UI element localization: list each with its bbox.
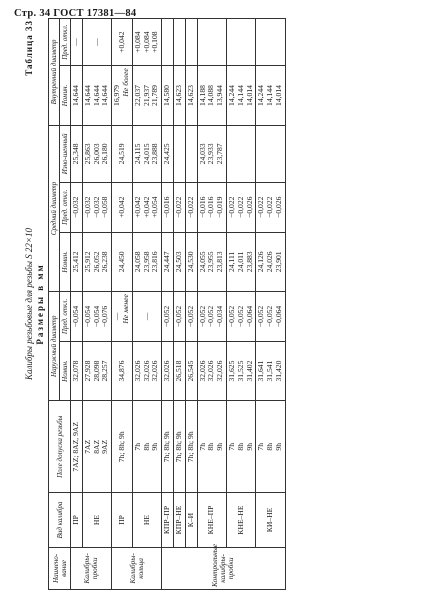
cell-outer-nom-text: 31,641 31,541 31,420 [256,360,283,382]
cell-mean-pred-text: −0,016 −0,016 −0,019 [197,196,225,218]
cell-wear-text: 24,519 [116,143,126,165]
cell-mean-pred-text: −0,016 [162,196,172,218]
cell-type [226,493,255,548]
cell-mean-pred [185,182,197,232]
col-mean: Средний диаметр [49,125,60,291]
col-outer: Наружный диаметр [49,292,60,401]
cell-mean-nom-text: 24,450 [116,251,126,273]
cell-mean-nom [162,232,174,292]
cell-field-text: 7AZ; 8AZ, 9AZ [71,422,80,472]
cell-outer-nom [112,341,133,401]
cell-outer-pred [71,292,83,342]
cell-outer-nom [256,341,285,401]
cell-field-text: 7h; 8h; 9h [173,431,183,463]
cell-inner-pred [185,19,197,66]
cell-mean-nom-text: 24,111 24,011 23,883 [226,251,254,273]
cell-mean-pred [226,182,255,232]
table-row [185,19,197,590]
col-mean-pred: Пред. откл. [60,182,71,232]
cell-type-text: КПР–НЕ [173,505,183,535]
cell-mean-pred-text: −0,022 −0,022 −0,026 [226,196,254,218]
table-title: Калибры резьбовые для резьбы S 22×10 [24,228,34,380]
cell-inner-nom-text: 22,037 21,937 21,789 [132,85,160,106]
col-outer-pred: Пред. откл. [60,292,71,342]
cell-wear [71,125,83,182]
cell-mean-pred [162,182,174,232]
cell-field-text: 7h 8h 9h [226,442,254,451]
cell-mean-nom [185,232,197,292]
cell-field-text: 7h 8h 9h [256,442,283,451]
cell-outer-nom [197,341,226,401]
cell-outer-pred [162,292,174,342]
cell-outer-pred [82,292,111,342]
cell-type [132,493,161,548]
cell-wear [256,125,285,182]
cell-mean-nom-text: 25,412 [71,251,80,273]
cell-type-text: НЕ [91,514,101,526]
table-row [132,19,161,590]
cell-outer-pred-text: −0,054 −0,054 −0,076 [82,305,110,328]
cell-mean-nom-text: 24,530 [185,251,195,273]
cell-outer-nom-text: 32,026 32,026 32,026 [197,360,225,382]
cell-field [71,401,83,493]
cell-outer-nom [162,341,174,401]
cell-outer-pred [132,292,161,342]
cell-type-text: ПР [71,515,80,525]
cell-field-text: 7h; 8h; 9h [116,431,126,463]
col-type: Вид калибра [49,493,71,548]
cell-field [112,401,133,493]
cell-mean-nom [82,232,111,292]
cell-type-text: НЕ [141,514,151,526]
cell-wear-text: 25,863 26,003 26,180 [82,143,110,165]
cell-inner-nom [226,66,255,126]
cell-type [112,493,133,548]
cell-mean-nom-text: 24,447 [162,251,172,273]
cell-inner-nom-text: 14,623 [185,85,195,106]
cell-inner-pred [132,19,161,66]
cell-type [256,493,285,548]
cell-inner-pred [256,19,285,66]
cell-outer-nom-text: 31,625 31,525 31,402 [226,360,254,382]
not-more-note: Не более [120,68,130,97]
cell-field-text: 7h; 8h; 9h [185,431,195,463]
cell-mean-pred-text: −0,032 −0,032 −0,058 [82,196,110,218]
cell-mean-pred [197,182,226,232]
cell-inner-pred [82,19,111,66]
cell-wear [82,125,111,182]
cell-mean-pred-text: +0,042 [116,196,126,218]
cell-outer-nom-text: 32,078 [71,360,80,382]
cell-mean-pred [71,182,83,232]
cell-outer-nom-text: 32,026 [162,360,172,382]
cell-inner-pred [162,19,174,66]
cell-inner-pred [71,19,83,66]
cell-inner-pred-text: — [71,38,80,46]
cell-mean-nom-text: 24,058 23,958 23,816 [132,251,160,273]
cell-field [132,401,161,493]
cell-wear-text: 25,348 [71,143,80,165]
table-row [197,19,226,590]
cell-outer-pred [226,292,255,342]
cell-type [173,493,185,548]
cell-wear [185,125,197,182]
cell-field [185,401,197,493]
cell-outer-nom [226,341,255,401]
cell-wear [162,125,174,182]
cell-outer-nom-text: 32,026 32,026 32,026 [132,360,160,382]
cell-wear [112,125,133,182]
cell-mean-pred [112,182,133,232]
cell-outer-nom-text: 27,928 28,098 28,257 [82,360,110,382]
cell-type-text: ПР [116,515,126,525]
cell-field [162,401,174,493]
group-label: Калибры-кольца [112,547,162,589]
col-outer-nom: Номин. [60,341,71,401]
cell-field-text: 7h; 8h; 9h [162,431,172,463]
table-row [173,19,185,590]
col-inner-pred: Пред. откл. [60,19,71,66]
units-caption: Размеры в мм [35,263,45,345]
cell-mean-pred [132,182,161,232]
cell-inner-nom [185,66,197,126]
cell-inner-pred [226,19,255,66]
table-row [71,19,83,590]
gauge-table [48,18,286,590]
cell-inner-nom-text: 14,244 14,144 14,014 [226,85,254,106]
rotated-page [24,18,408,590]
cell-outer-pred [173,292,185,342]
cell-outer-pred [197,292,226,342]
cell-field [256,401,285,493]
group-label: Калибры-пробки [71,547,112,589]
cell-outer-nom [71,341,83,401]
col-mean-nom: Номин. [60,232,71,292]
cell-outer-nom [132,341,161,401]
cell-mean-nom [197,232,226,292]
cell-type-text: К–И [185,512,195,528]
page-header: Стр. 34 ГОСТ 17381—84 [14,8,137,19]
cell-wear [226,125,255,182]
cell-field [197,401,226,493]
table-row [226,19,255,590]
cell-outer-pred [256,292,285,342]
cell-outer-pred [185,292,197,342]
cell-mean-pred-text: −0,032 [71,196,80,218]
cell-inner-nom-text: 14,644 14,644 14,644 [82,85,110,106]
cell-mean-pred-text: +0,042 +0,042 +0,054 [132,196,160,218]
cell-mean-nom [71,232,83,292]
cell-field [226,401,255,493]
cell-wear [132,125,161,182]
cell-outer-nom [82,341,111,401]
cell-outer-pred-text: −0,052 −0,052 −0,064 [256,305,283,328]
table-body [71,19,286,590]
cell-mean-pred [256,182,285,232]
cell-type [197,493,226,548]
cell-inner-nom-text: 14,580 [162,85,172,106]
table-row [162,19,174,590]
cell-outer-nom [173,341,185,401]
cell-type-text: КИ–НЕ [265,507,275,533]
cell-type-text: КПР–ПР [162,505,172,535]
cell-outer-pred-text: — [141,312,151,321]
cell-inner-nom [162,66,174,126]
not-less-note: Не менее [120,294,130,324]
cell-inner-nom [132,66,161,126]
cell-outer-nom-text: 34,876 [116,360,126,382]
cell-type [162,493,174,548]
cell-inner-pred-text: +0,042 [116,31,126,53]
cell-mean-nom-text: 24,126 24,026 23,901 [256,251,283,273]
table-number: Таблица 33 [24,20,34,76]
cell-inner-nom-text: 14,244 14,144 14,014 [256,85,283,106]
cell-inner-pred-text: +0,084 +0,084 +0,108 [132,31,160,53]
cell-outer-nom-text: 26,545 [185,360,195,382]
cell-mean-pred-text: −0,022 −0,022 −0,026 [256,196,283,218]
cell-inner-pred-text: — [91,38,101,46]
cell-inner-nom [82,66,111,126]
cell-outer-pred [112,292,133,342]
cell-field-text: 7h 8h 9h [197,442,225,451]
cell-wear [173,125,185,182]
cell-field-text: 7h 8h 9h [132,442,160,451]
cell-mean-nom [256,232,285,292]
cell-inner-pred [173,19,185,66]
group-label: Контрольные калибры-пробки [162,547,286,589]
table-row [82,19,111,590]
cell-outer-nom [185,341,197,401]
cell-field [173,401,185,493]
cell-outer-pred-text: −0,054 [71,305,80,328]
cell-outer-pred-text: — [112,312,122,321]
cell-type [71,493,83,548]
cell-type-text: КНЕ–ПР [206,505,216,535]
cell-inner-nom [197,66,226,126]
cell-outer-pred-text: −0,052 [173,305,183,328]
cell-inner-nom [256,66,285,126]
cell-mean-pred-text: −0,022 [173,196,183,218]
cell-inner-nom [173,66,185,126]
cell-outer-nom-text: 26,518 [173,360,183,382]
cell-mean-pred [173,182,185,232]
cell-inner-nom [112,66,133,126]
table-row [112,19,133,590]
cell-wear-text: 24,033 23,933 23,787 [197,143,225,165]
cell-wear [197,125,226,182]
cell-inner-nom [71,66,83,126]
cell-mean-pred-text: −0,022 [185,196,195,218]
table-row [256,19,285,590]
col-field: Поле допуска резьбы [49,401,71,493]
col-wear: Изно-шенный [60,125,71,182]
cell-inner-nom-text: 14,623 [173,85,183,106]
cell-outer-pred-text: −0,052 [185,305,195,328]
cell-mean-nom [173,232,185,292]
cell-field [82,401,111,493]
cell-inner-pred [197,19,226,66]
cell-mean-nom [112,232,133,292]
cell-inner-nom-text: 14,644 [71,85,80,106]
cell-mean-nom-text: 24,055 23,955 23,813 [197,251,225,273]
cell-type-text: КНЕ–НЕ [235,505,245,535]
col-inner: Внутренний диаметр [49,19,60,126]
cell-mean-nom-text: 24,503 [173,251,183,273]
col-name: Наимено-вание [49,547,71,589]
cell-inner-pred [112,19,133,66]
cell-mean-nom [132,232,161,292]
col-inner-nom: Номин. [60,66,71,126]
cell-mean-nom-text: 25,912 26,052 26,238 [82,251,110,273]
cell-type [82,493,111,548]
cell-outer-pred-text: −0,052 [162,305,172,328]
cell-wear-text: 24,425 [162,143,172,165]
cell-inner-nom-text: 16,979 [112,85,122,106]
cell-mean-pred [82,182,111,232]
cell-outer-pred-text: −0,052 −0,052 −0,064 [226,305,254,328]
cell-outer-pred-text: −0,052 −0,052 −0,034 [197,305,225,328]
cell-field-text: 7AZ 8AZ 9AZ [82,439,110,454]
cell-mean-nom [226,232,255,292]
cell-wear-text: 24,115 24,015 23,888 [132,143,160,165]
cell-type [185,493,197,548]
cell-inner-nom-text: 14,188 14,088 13,944 [197,85,225,106]
